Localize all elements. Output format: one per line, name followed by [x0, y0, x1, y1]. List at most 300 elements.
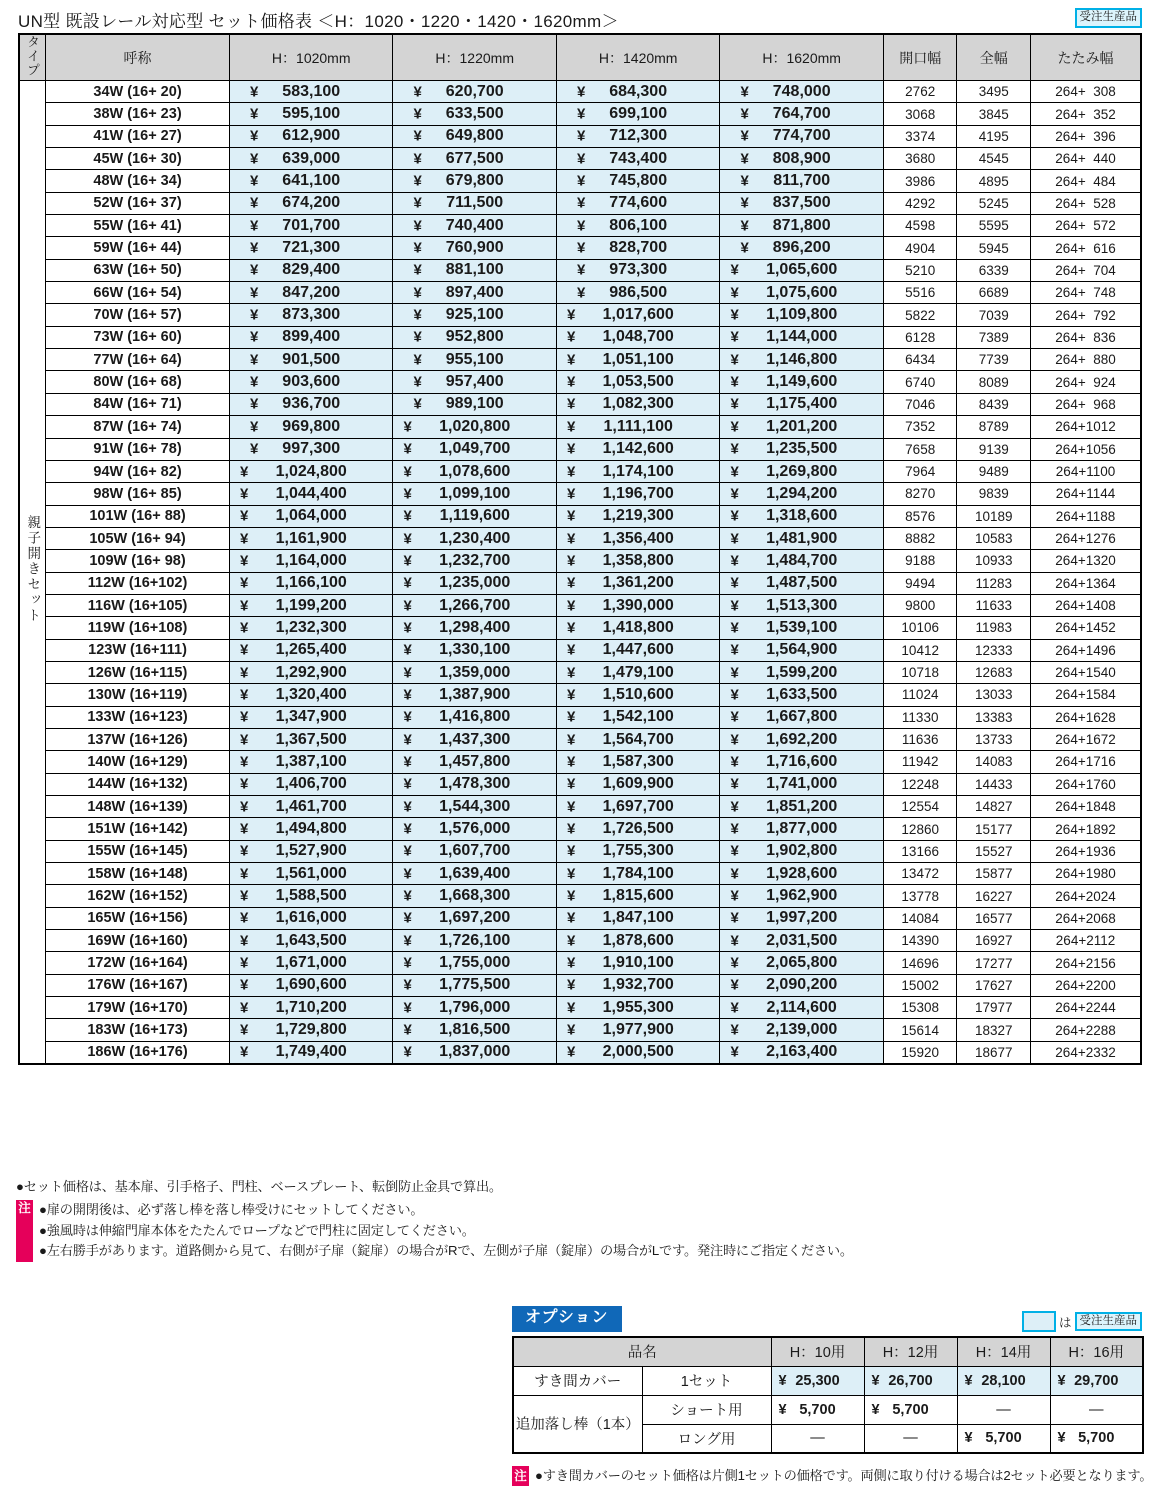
price-value: 1,726,100: [439, 931, 511, 949]
cell-price: [393, 393, 556, 415]
cell-ow: 6740: [883, 371, 957, 393]
cell-price: [393, 684, 556, 706]
cell-price: [229, 483, 392, 505]
notes-section: [16, 1177, 1136, 1262]
opt-col-header-h10: H：10用: [771, 1337, 864, 1366]
col-header-opening-width: 開口幅: [883, 34, 957, 81]
cell-price: [720, 840, 883, 862]
cell-tw: 15177: [957, 818, 1031, 840]
cell-price: [393, 550, 556, 572]
option-legend: [1022, 1311, 1142, 1332]
yen-symbol: ¥: [566, 820, 576, 838]
cell-price: [393, 617, 556, 639]
yen-symbol: ¥: [566, 708, 576, 726]
cell-name: 176W (16+167): [46, 974, 230, 996]
option-price-value: 29,700: [1074, 1372, 1119, 1389]
yen-symbol: ¥: [403, 686, 412, 704]
cell-name: 63W (16+ 50): [46, 259, 230, 281]
cell-price: [556, 215, 719, 237]
price-value: 1,166,100: [275, 574, 347, 592]
cell-ow: 3374: [883, 125, 957, 147]
yen-symbol: ¥: [566, 619, 576, 637]
yen-symbol: ¥: [566, 999, 576, 1017]
note-lead: ●セット価格は、基本扉、引手格子、門柱、ベースプレート、転倒防止金具で算出。: [16, 1179, 502, 1194]
option-price-value: 5,700: [892, 1401, 929, 1418]
cell-price: [393, 728, 556, 750]
yen-symbol: ¥: [740, 217, 749, 235]
cell-price: [720, 974, 883, 996]
cell-name: 94W (16+ 82): [46, 460, 230, 482]
yen-symbol: ¥: [403, 909, 412, 927]
cell-price: [229, 1019, 392, 1041]
cell-fw: 264+1056: [1031, 438, 1141, 460]
cell-price: [720, 594, 883, 616]
cell-name: 87W (16+ 74): [46, 416, 230, 438]
yen-symbol: ¥: [239, 507, 249, 525]
yen-symbol: ¥: [566, 507, 576, 525]
cell-fw: 264+1936: [1031, 840, 1141, 862]
cell-price: [720, 215, 883, 237]
option-table-body: [513, 1366, 1143, 1453]
main-header-row: [19, 34, 1141, 81]
price-value: 1,716,600: [766, 752, 838, 770]
cell-price: [556, 1019, 719, 1041]
yen-symbol: ¥: [730, 552, 739, 570]
yen-symbol: ¥: [576, 83, 586, 101]
cell-tw: 14827: [957, 796, 1031, 818]
cell-price: [556, 81, 719, 103]
cell-price: [229, 863, 392, 885]
cell-name: 137W (16+126): [46, 728, 230, 750]
price-value: 774,600: [609, 194, 668, 212]
price-value: 847,200: [282, 283, 341, 301]
cell-tw: 13383: [957, 706, 1031, 728]
cell-price: [393, 863, 556, 885]
yen-symbol: ¥: [730, 574, 739, 592]
cell-price: [393, 81, 556, 103]
price-value: 1,266,700: [439, 596, 511, 614]
yen-symbol: ¥: [740, 105, 749, 123]
price-value: 1,109,800: [766, 306, 838, 324]
cell-tw: 6689: [957, 282, 1031, 304]
yen-symbol: ¥: [566, 842, 576, 860]
option-tag: オプション: [512, 1306, 622, 1332]
yen-symbol: ¥: [566, 1043, 576, 1061]
price-value: 1,690,600: [275, 976, 347, 994]
price-value: 1,643,500: [275, 931, 347, 949]
cell-ow: 13166: [883, 840, 957, 862]
price-value: 986,500: [609, 283, 668, 301]
price-value: 936,700: [282, 395, 341, 413]
yen-symbol: ¥: [403, 552, 412, 570]
cell-price: [393, 148, 556, 170]
cell-price: [393, 1041, 556, 1063]
cell-fw: 264+2112: [1031, 930, 1141, 952]
cell-price: [720, 728, 883, 750]
cell-price: [229, 706, 392, 728]
cell-price: [556, 371, 719, 393]
option-row: [513, 1366, 1143, 1395]
yen-symbol: ¥: [871, 1372, 880, 1389]
cell-fw: 264+ 792: [1031, 304, 1141, 326]
cell-ow: 11024: [883, 684, 957, 706]
price-value: 677,500: [445, 149, 504, 167]
cell-price: [556, 997, 719, 1019]
cell-ow: 9494: [883, 572, 957, 594]
cell-price: [229, 393, 392, 415]
cell-tw: 10583: [957, 527, 1031, 549]
yen-symbol: ¥: [566, 1021, 576, 1039]
cell-price: [229, 661, 392, 683]
option-item-name: すき間カバー: [513, 1366, 642, 1395]
table-row: [19, 907, 1141, 929]
price-value: 1,051,100: [602, 350, 674, 368]
cell-ow: 12860: [883, 818, 957, 840]
price-value: 1,017,600: [602, 306, 674, 324]
price-value: 1,539,100: [766, 618, 838, 636]
price-value: 1,269,800: [766, 462, 838, 480]
price-value: 1,457,800: [439, 752, 511, 770]
col-header-h1220: H：1220mm: [393, 34, 556, 81]
price-value: 1,149,600: [766, 373, 838, 391]
cell-name: 151W (16+142): [46, 818, 230, 840]
cell-price: [556, 572, 719, 594]
made-to-order-badge: 受注生産品: [1075, 8, 1143, 28]
price-value: 1,358,800: [602, 551, 674, 569]
cell-price: [229, 170, 392, 192]
price-value: 1,564,700: [602, 730, 674, 748]
price-value: 721,300: [282, 239, 341, 257]
cell-ow: 7964: [883, 460, 957, 482]
main-table-body: [19, 81, 1141, 1064]
price-value: 764,700: [772, 105, 831, 123]
yen-symbol: ¥: [730, 708, 739, 726]
yen-symbol: ¥: [730, 485, 739, 503]
price-value: 1,775,500: [439, 976, 511, 994]
price-value: 1,639,400: [439, 864, 511, 882]
cell-tw: 15877: [957, 863, 1031, 885]
cell-fw: 264+2024: [1031, 885, 1141, 907]
cell-price: [720, 930, 883, 952]
cell-price: [229, 840, 392, 862]
cell-ow: 7046: [883, 393, 957, 415]
cell-fw: 264+1980: [1031, 863, 1141, 885]
option-cell-unavailable: —: [771, 1424, 864, 1453]
price-value: 1,487,500: [766, 574, 838, 592]
price-value: 1,416,800: [439, 708, 511, 726]
cell-price: [556, 706, 719, 728]
price-value: 760,900: [445, 239, 504, 257]
option-section: [512, 1306, 1142, 1454]
price-value: 633,500: [445, 105, 504, 123]
price-value: 2,031,500: [766, 931, 838, 949]
cell-price: [393, 997, 556, 1019]
yen-symbol: ¥: [730, 351, 739, 369]
cell-price: [229, 907, 392, 929]
col-header-name: 呼称: [46, 34, 230, 81]
yen-symbol: ¥: [740, 172, 749, 190]
cell-name: 38W (16+ 23): [46, 103, 230, 125]
cell-name: 130W (16+119): [46, 684, 230, 706]
cell-name: 165W (16+156): [46, 907, 230, 929]
yen-symbol: ¥: [239, 932, 249, 950]
price-value: 829,400: [282, 261, 341, 279]
yen-symbol: ¥: [403, 463, 412, 481]
cell-ow: 4598: [883, 215, 957, 237]
cell-tw: 4895: [957, 170, 1031, 192]
cell-price: [556, 125, 719, 147]
option-caution-mark: 注: [512, 1466, 529, 1486]
cell-price: [556, 818, 719, 840]
yen-symbol: ¥: [576, 239, 586, 257]
cell-price: [393, 818, 556, 840]
table-row: [19, 393, 1141, 415]
cell-price: [229, 81, 392, 103]
price-value: 711,500: [446, 194, 504, 212]
yen-symbol: ¥: [239, 842, 249, 860]
cell-tw: 11633: [957, 594, 1031, 616]
cell-ow: 13778: [883, 885, 957, 907]
price-value: 2,163,400: [766, 1043, 838, 1061]
cell-price: [556, 282, 719, 304]
yen-symbol: ¥: [740, 83, 749, 101]
cell-fw: 264+ 704: [1031, 259, 1141, 281]
table-row: [19, 1041, 1141, 1063]
cell-ow: 9800: [883, 594, 957, 616]
cell-name: 55W (16+ 41): [46, 215, 230, 237]
price-value: 743,400: [609, 149, 668, 167]
yen-symbol: ¥: [730, 395, 739, 413]
cell-ow: 8882: [883, 527, 957, 549]
yen-symbol: ¥: [730, 284, 739, 302]
main-price-table-wrap: [18, 33, 1142, 1065]
cell-ow: 3068: [883, 103, 957, 125]
cell-fw: 264+1628: [1031, 706, 1141, 728]
cell-price: [556, 304, 719, 326]
cell-ow: 2762: [883, 81, 957, 103]
cell-price: [393, 215, 556, 237]
yen-symbol: ¥: [239, 865, 249, 883]
yen-symbol: ¥: [239, 574, 249, 592]
yen-symbol: ¥: [249, 127, 259, 145]
price-value: 1,878,600: [602, 931, 674, 949]
cell-tw: 18677: [957, 1041, 1031, 1063]
price-value: 989,100: [445, 395, 504, 413]
yen-symbol: ¥: [730, 820, 739, 838]
price-value: 1,367,500: [275, 730, 347, 748]
price-value: 674,200: [282, 194, 341, 212]
caution-block: [16, 1200, 1136, 1262]
yen-symbol: ¥: [566, 574, 576, 592]
yen-symbol: ¥: [239, 775, 249, 793]
table-row: [19, 148, 1141, 170]
cell-ow: 7658: [883, 438, 957, 460]
cell-fw: 264+ 440: [1031, 148, 1141, 170]
yen-symbol: ¥: [566, 395, 576, 413]
cell-price: [720, 438, 883, 460]
yen-symbol: ¥: [730, 261, 739, 279]
price-value: 2,139,000: [766, 1021, 838, 1039]
table-row: [19, 460, 1141, 482]
cell-ow: 6434: [883, 349, 957, 371]
yen-symbol: ¥: [249, 217, 259, 235]
yen-symbol: ¥: [730, 507, 739, 525]
cell-name: 144W (16+132): [46, 773, 230, 795]
yen-symbol: ¥: [403, 440, 412, 458]
yen-symbol: ¥: [566, 887, 576, 905]
price-value: 1,796,000: [439, 998, 511, 1016]
price-value: 1,928,600: [766, 864, 838, 882]
yen-symbol: ¥: [239, 954, 249, 972]
cell-name: 52W (16+ 37): [46, 192, 230, 214]
price-value: 620,700: [445, 82, 504, 100]
cell-name: 133W (16+123): [46, 706, 230, 728]
cell-tw: 3845: [957, 103, 1031, 125]
cell-price: [229, 796, 392, 818]
cell-price: [556, 550, 719, 572]
table-row: [19, 550, 1141, 572]
cell-price: [720, 148, 883, 170]
cell-price: [556, 527, 719, 549]
yen-symbol: ¥: [566, 440, 576, 458]
yen-symbol: ¥: [740, 239, 749, 257]
cell-fw: 264+1100: [1031, 460, 1141, 482]
cell-ow: 7352: [883, 416, 957, 438]
cell-price: [556, 259, 719, 281]
yen-symbol: ¥: [239, 731, 249, 749]
cell-price: [229, 505, 392, 527]
price-value: 1,199,200: [275, 596, 347, 614]
yen-symbol: ¥: [239, 686, 249, 704]
price-value: 808,900: [772, 149, 831, 167]
price-value: 1,020,800: [439, 417, 511, 435]
table-row: [19, 81, 1141, 103]
price-value: 641,100: [282, 172, 341, 190]
cell-price: [556, 728, 719, 750]
option-item-sub: 1セット: [642, 1366, 771, 1395]
price-value: 1,174,100: [602, 462, 674, 480]
price-value: 1,175,400: [766, 395, 838, 413]
yen-symbol: ¥: [566, 418, 576, 436]
cell-price: [720, 751, 883, 773]
price-value: 896,200: [772, 239, 831, 257]
option-table: [512, 1336, 1144, 1454]
yen-symbol: ¥: [239, 798, 249, 816]
yen-symbol: ¥: [566, 686, 576, 704]
yen-symbol: ¥: [576, 194, 586, 212]
cell-price: [720, 796, 883, 818]
cell-price: [556, 326, 719, 348]
cell-price: [556, 505, 719, 527]
price-value: 973,300: [609, 261, 668, 279]
cell-tw: 4195: [957, 125, 1031, 147]
cell-price: [720, 572, 883, 594]
cell-price: [720, 416, 883, 438]
yen-symbol: ¥: [239, 552, 249, 570]
yen-symbol: ¥: [239, 909, 249, 927]
cell-name: 179W (16+170): [46, 997, 230, 1019]
cell-tw: 5595: [957, 215, 1031, 237]
table-row: [19, 416, 1141, 438]
yen-symbol: ¥: [730, 373, 739, 391]
legend-made-to-order-badge: 受注生産品: [1075, 1312, 1143, 1332]
cell-fw: 264+ 836: [1031, 326, 1141, 348]
cell-price: [229, 773, 392, 795]
cell-price: [556, 661, 719, 683]
cell-fw: 264+1716: [1031, 751, 1141, 773]
cell-price: [556, 103, 719, 125]
price-value: 1,955,300: [602, 998, 674, 1016]
yen-symbol: ¥: [239, 597, 249, 615]
yen-symbol: ¥: [740, 194, 749, 212]
cell-price: [393, 1019, 556, 1041]
price-value: 1,633,500: [766, 685, 838, 703]
price-value: 1,461,700: [275, 797, 347, 815]
yen-symbol: ¥: [403, 530, 412, 548]
caution-text: [33, 1200, 853, 1262]
cell-price: [393, 974, 556, 996]
cell-fw: 264+1012: [1031, 416, 1141, 438]
cell-price: [229, 997, 392, 1019]
cell-price: [393, 237, 556, 259]
cell-tw: 8089: [957, 371, 1031, 393]
cell-price: [556, 393, 719, 415]
table-row: [19, 661, 1141, 683]
price-value: 1,320,400: [275, 685, 347, 703]
price-value: 1,902,800: [766, 842, 838, 860]
cell-tw: 11283: [957, 572, 1031, 594]
price-value: 1,494,800: [275, 820, 347, 838]
price-value: 1,726,500: [602, 820, 674, 838]
price-value: 1,481,900: [766, 529, 838, 547]
price-value: 1,851,200: [766, 797, 838, 815]
price-value: 774,700: [772, 127, 831, 145]
cell-price: [393, 438, 556, 460]
cell-tw: 5245: [957, 192, 1031, 214]
yen-symbol: ¥: [239, 530, 249, 548]
yen-symbol: ¥: [403, 664, 412, 682]
price-value: 1,232,700: [439, 551, 511, 569]
legend-swatch: [1022, 1311, 1056, 1332]
price-value: 1,235,000: [439, 574, 511, 592]
table-row: [19, 751, 1141, 773]
yen-symbol: ¥: [249, 105, 259, 123]
cell-price: [720, 349, 883, 371]
price-value: 1,053,500: [602, 373, 674, 391]
yen-symbol: ¥: [403, 485, 412, 503]
price-value: 1,910,100: [602, 954, 674, 972]
cell-price: [720, 81, 883, 103]
price-value: 1,318,600: [766, 507, 838, 525]
cell-price: [229, 416, 392, 438]
cell-tw: 6339: [957, 259, 1031, 281]
cell-price: [229, 148, 392, 170]
price-value: 1,359,000: [439, 663, 511, 681]
price-value: 1,144,000: [766, 328, 838, 346]
cell-price: [393, 192, 556, 214]
yen-symbol: ¥: [413, 373, 422, 391]
price-value: 957,400: [445, 373, 504, 391]
table-row: [19, 572, 1141, 594]
cell-price: [720, 393, 883, 415]
yen-symbol: ¥: [730, 686, 739, 704]
option-cell-price: [864, 1395, 957, 1424]
cell-ow: 10412: [883, 639, 957, 661]
option-price-value: 5,700: [1078, 1430, 1115, 1447]
option-item-sub: ショート用: [642, 1395, 771, 1424]
yen-symbol: ¥: [566, 798, 576, 816]
opt-col-header-h14: H：14用: [957, 1337, 1050, 1366]
